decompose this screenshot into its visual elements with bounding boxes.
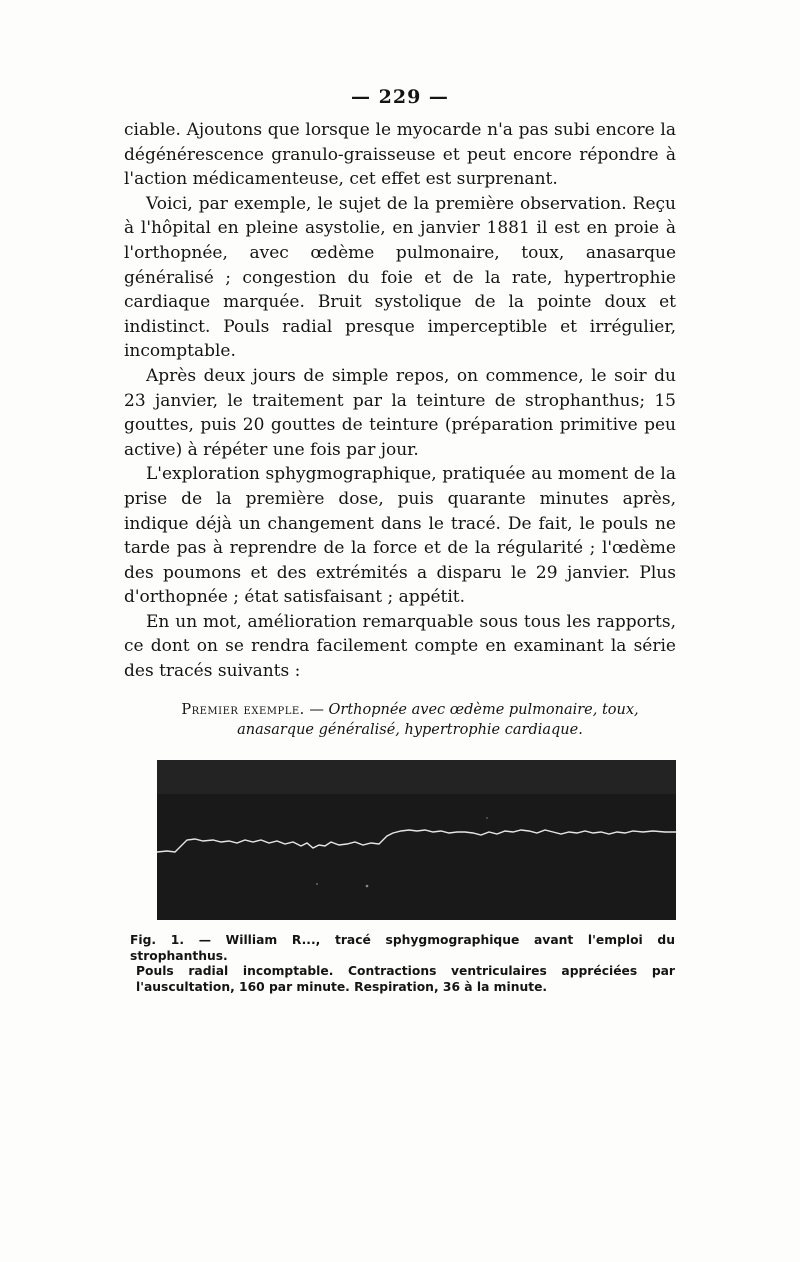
trace-speck [366, 885, 369, 888]
paragraph-4: L'exploration sphygmographique, pratiquée au moment de la prise de la première dose, puis quarante minutes après, indique déjà un changement dans le tracé. De fait, le pouls ne tarde pas à reprendre de la force et de la régularité ; l'œdème des poumons et des extrémités a disparu le 29 janvier. Plus d'orthopnée ; état satisfaisant ; appétit. [124, 464, 676, 608]
figure-title [150, 700, 670, 740]
trace-speck [486, 817, 488, 819]
sphygmograph-trace [157, 760, 676, 920]
figure-title-italic: Orthopnée avec œdème pulmonaire, toux, anasarque généralisé, hypertrophie cardiaque. [237, 702, 639, 738]
trace-background-band [157, 760, 676, 794]
figure-title-dash: — [304, 702, 329, 718]
sphygmograph-trace-plate [157, 760, 676, 920]
figure-title-lead: Premier exemple. [181, 702, 305, 718]
paragraph-3: Après deux jours de simple repos, on commence, le soir du 23 janvier, le traitement par la teinture de strophanthus; 15 gouttes, puis 20 gouttes de teinture (préparation primitive peu active) à répéter une fois par jour. [124, 365, 676, 460]
paragraph-5: En un mot, amélioration remarquable sous tous les rapports, ce dont on se rendra facilement compte en examinant la série des tracés suivants : [124, 611, 676, 682]
paragraph-1: ciable. Ajoutons que lorsque le myocarde n'a pas subi encore la dégénérescence granulo-graisseuse et peut encore répondre à l'action médicamenteuse, cet effet est surprenant. [124, 120, 676, 190]
body-text [124, 118, 676, 684]
paragraph-2: Voici, par exemple, le sujet de la première observation. Reçu à l'hôpital en pleine asystolie, en janvier 1881 il est en proie à l'orthopnée, avec œdème pulmonaire, toux, anasarque généralisé ; congestion du foie et de la rate, hypertrophie cardiaque marquée. Bruit systolique de la pointe doux et indistinct. Pouls radial presque imperceptible et irrégulier, incomptable. [124, 193, 676, 362]
caption-line-2: Pouls radial incomptable. Contractions ventriculaires appréciées par l'auscultation, 160 par minute. Respiration, 36 à la minute. [136, 964, 675, 994]
figure-caption [130, 933, 675, 995]
caption-line-1: Fig. 1. — William R..., tracé sphygmographique avant l'emploi du strophanthus. [130, 933, 675, 963]
page-number: — 229 — [351, 86, 449, 108]
trace-speck [316, 883, 318, 885]
